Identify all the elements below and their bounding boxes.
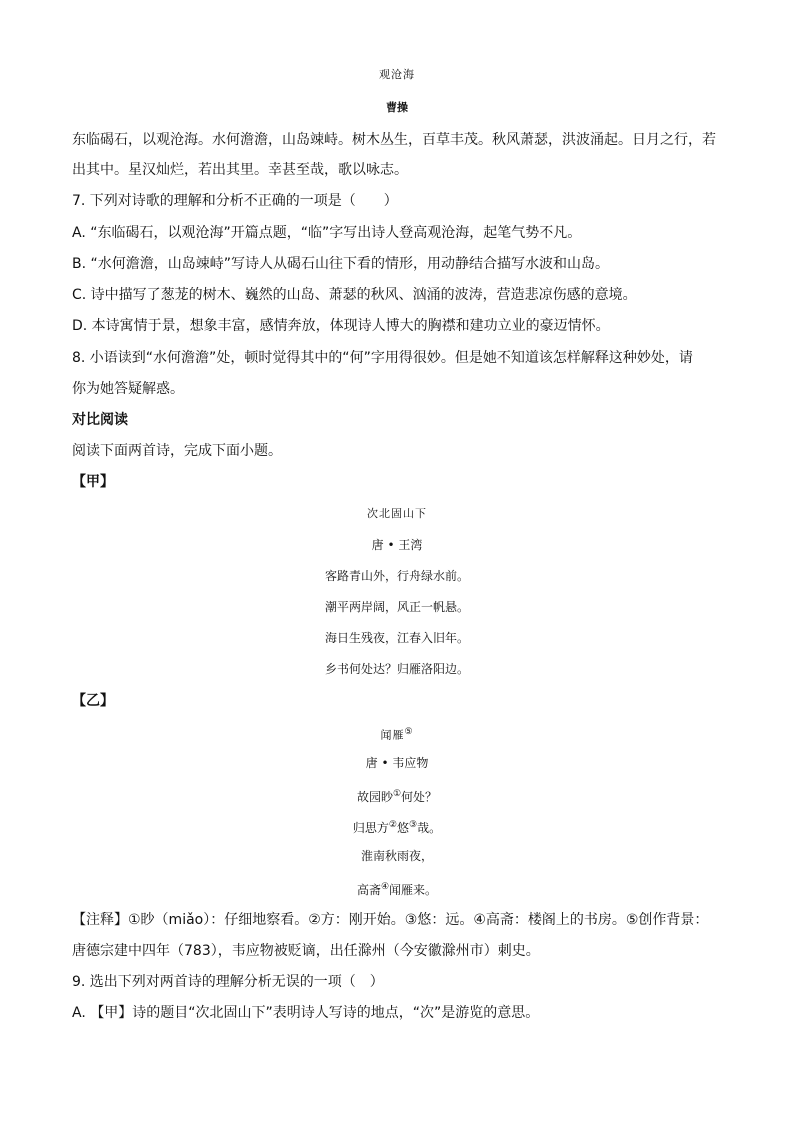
poem-jia-line: 潮平两岸阔，风正一帆悬。 [324,600,469,614]
poem-yi-line1-part: 何处？ [401,790,438,804]
poem-yi-title-text: 闻雁 [380,728,405,742]
poem-jia-line: 乡书何处达？归雁洛阳边。 [324,662,469,676]
poem-yi-line1 [0,785,794,806]
poem1-author: 曹操 [386,101,408,114]
footnote-marker: ④ [380,882,390,892]
poem-yi-line2 [0,816,794,837]
notes-line1: 【注释】①眇（miǎo）：仔细地察看。②方：刚开始。③悠：远。④高斋：楼阁上的书房。⑤创作背景： [72,912,709,928]
q9-stem: 9. 选出下列对两首诗的理解分析无误的一项（ ） [72,974,384,990]
q7-option-d: D. 本诗寓情于景，想象丰富，感情奔放，体现诗人博大的胸襟和建功立业的豪迈情怀。 [72,318,610,334]
q7-option-a: A. “东临碣石，以观沧海”开篇点题，“临”字写出诗人登高观沧海，起笔气势不凡。 [72,225,582,241]
poem-yi-label: 【乙】 [72,693,114,709]
poem-yi-line4-part: 闻雁来。 [389,883,438,897]
poem-yi-line2-part: 哉。 [417,821,442,835]
section-heading: 对比阅读 [72,412,128,428]
poem-yi-line3: 淮南秋雨夜， [360,849,433,863]
q8-line1: 8. 小语读到“水何澹澹”处，顿时觉得其中的“何”字用得很妙。但是她不知道该怎样解释这种妙处，请 [72,350,693,366]
q7-stem: 7. 下列对诗歌的理解和分析不正确的一项是（ ） [72,193,398,209]
notes-line2: 唐德宗建中四年（783），韦应物被贬谪，出任滁州（今安徽滁州市）刺史。 [72,943,540,959]
poem-yi-line1-part: 故园眇 [356,790,393,804]
poem-yi-line2-part: 归思方 [352,821,389,835]
poem-jia-label: 【甲】 [72,474,114,490]
footnote-marker: ⑤ [404,727,414,737]
q8-line2: 你为她答疑解惑。 [72,381,184,397]
poem-yi-line2-part: 悠 [396,821,409,835]
poem-jia-line: 海日生残夜，江春入旧年。 [324,631,469,645]
footnote-marker: ③ [409,820,418,830]
poem-yi-title [0,723,794,745]
q9-option-a: A. 【甲】诗的题目“次北固山下”表明诗人写诗的地点，“次”是游览的意思。 [72,1005,540,1021]
poem1-text-line2: 出其中。星汉灿烂，若出其里。幸甚至哉，歌以咏志。 [72,162,408,178]
poem1-text-line1: 东临碣石，以观沧海。水何澹澹，山岛竦峙。树木丛生，百草丰茂。秋风萧瑟，洪波涌起。日月之行，若 [72,132,716,148]
poem-jia-author: 唐 • 王湾 [371,538,423,552]
poem-yi-line4 [0,878,794,899]
footnote-marker: ① [392,789,402,799]
poem1-title: 观沧海 [379,68,415,81]
footnote-marker: ② [388,820,397,830]
poem-jia-line: 客路青山外，行舟绿水前。 [324,569,469,583]
poem-jia-title: 次北固山下 [367,507,427,520]
poem-yi-line4-part: 高斋 [356,883,381,897]
section-instruction: 阅读下面两首诗，完成下面小题。 [72,443,282,459]
q7-option-b: B. “水何澹澹，山岛竦峙”写诗人从碣石山往下看的情形，用动静结合描写水波和山岛。 [72,256,610,272]
q7-option-c: C. 诗中描写了葱茏的树木、巍然的山岛、萧瑟的秋风、汹涌的波涛，营造悲凉伤感的意境。 [72,287,637,303]
poem-yi-author: 唐 • 韦应物 [365,756,429,770]
